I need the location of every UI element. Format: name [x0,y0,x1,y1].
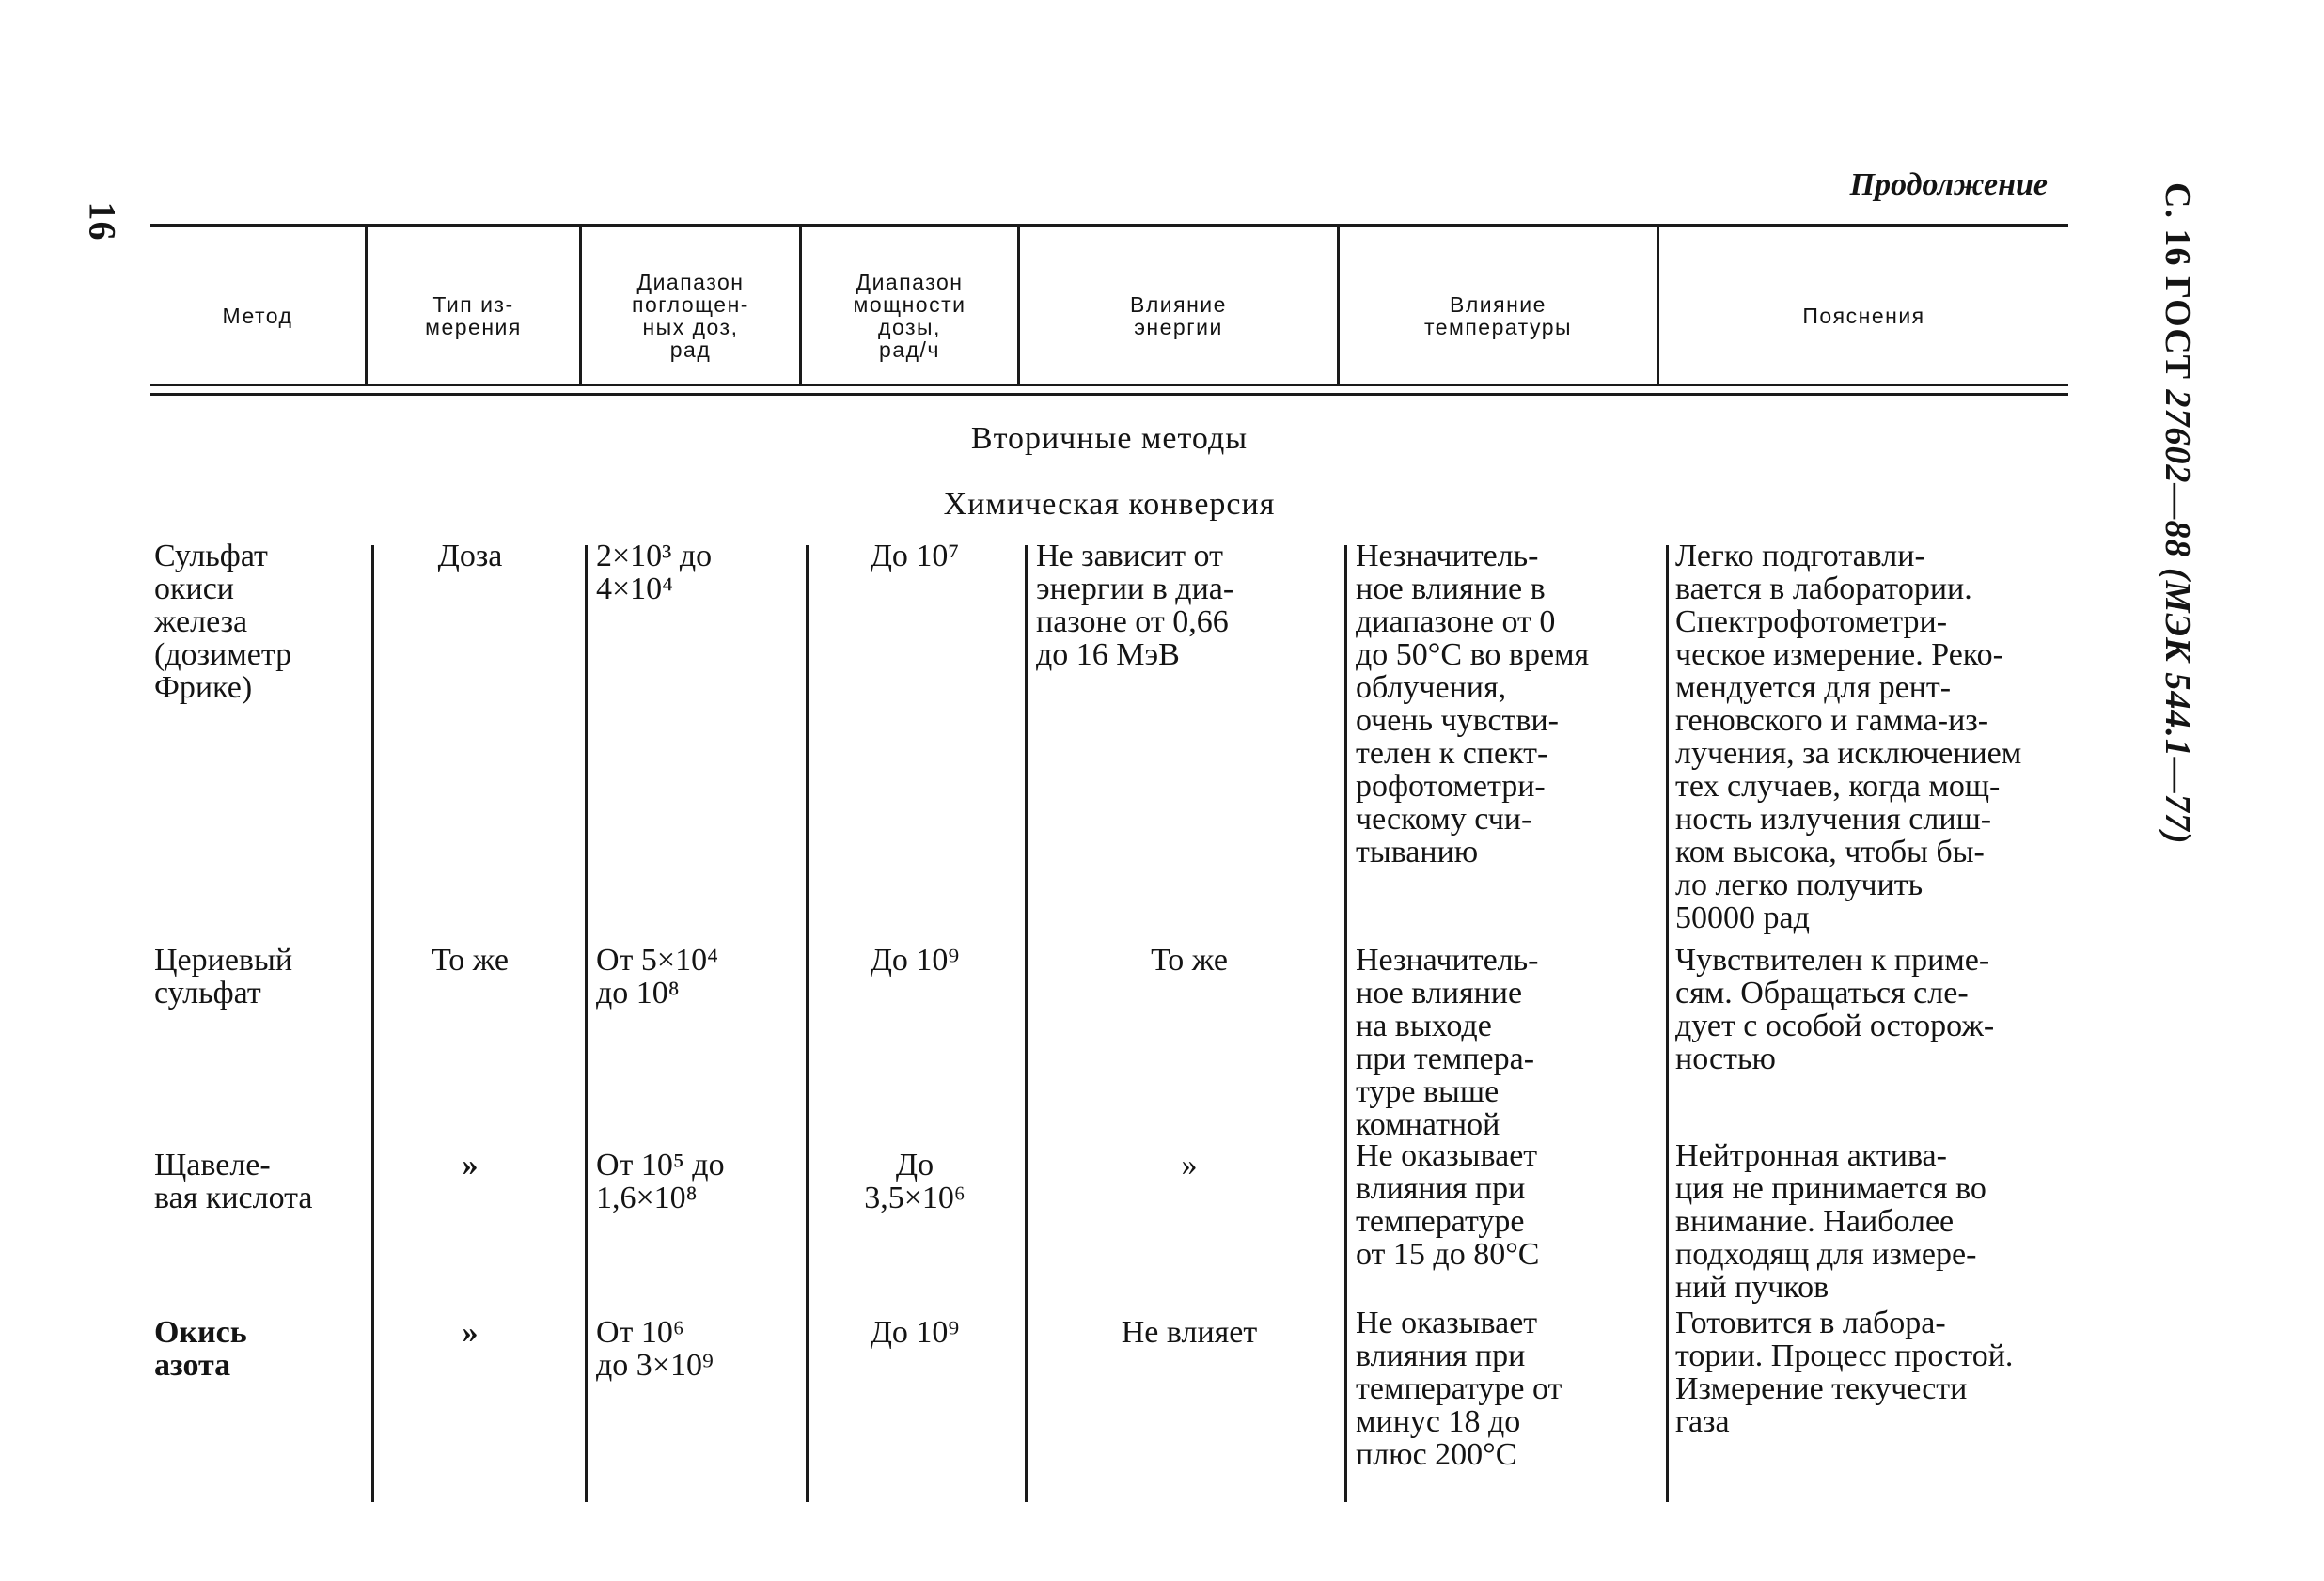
row-notes: Готовится в лабора- тории. Процесс простой. Измерение текучести газа [1675,1306,2014,1439]
header-dose-range: Диапазон поглощен- ных доз, рад [632,270,749,362]
row-rate-range: До 10⁷ [870,539,960,573]
row-dose-range: От 10⁶ до 3×10⁹ [596,1315,714,1383]
header-method: Метод [222,304,293,328]
body-divider [1666,545,1669,1502]
header-energy-effect: Влияние энергии [1130,292,1227,339]
row-method: Цериевый сульфат [154,943,293,1010]
row-type: » [462,1148,479,1182]
row-type: » [462,1315,479,1350]
section-title: Вторичные методы [970,421,1248,456]
header-temperature-effect: Влияние температуры [1423,292,1573,339]
header-notes: Пояснения [1802,304,1925,328]
row-notes: Легко подготавли- вается в лаборатории. Спектрофотометри- ческое измерение. Реко- мендуется для рент- геновского и гамма-из- лучения, за исключением тех случаев, когда мощ- ность излучения слиш- ком высока, чтобы бы- ло легко получить 50000 рад [1675,539,2022,935]
row-rate-range: До 10⁹ [870,943,960,978]
row-method: Окись азота [154,1315,247,1383]
row-notes: Нейтронная актива- ция не принимается во внимание. Наиболее подходящ для измере- ний пучков [1675,1138,1986,1305]
row-type: Доза [437,539,503,573]
row-energy: » [1181,1148,1198,1182]
row-temperature: Незначитель- ное влияние на выходе при темпера- туре выше комнатной [1356,943,1539,1142]
header-measurement-type: Тип из- мерения [425,292,522,339]
body-divider [806,545,809,1502]
row-dose-range: От 10⁵ до 1,6×10⁸ [596,1148,725,1215]
body-divider [371,545,374,1502]
running-header-prefix: С. 16 ГОСТ [2158,182,2197,380]
row-temperature: Не оказывает влияния при температуре от 15 до 80°С [1356,1138,1540,1272]
running-header-standard: 27602—88 (МЭК 544.1—77) [2158,389,2197,845]
table-top-rule [150,224,2068,227]
page-number: 16 [81,201,124,242]
dosimetry-methods-table [150,218,2068,1515]
row-dose-range: 2×10³ до 4×10⁴ [596,539,713,606]
row-energy: Не влияет [1121,1315,1258,1350]
row-method: Щавеле- вая кислота [154,1148,313,1215]
subsection-title: Химическая конверсия [943,487,1276,522]
row-rate-range: До 10⁹ [870,1315,960,1350]
running-header [2132,182,2198,897]
row-rate-range: До 3,5×10⁶ [864,1148,966,1215]
row-energy: То же [1151,943,1228,978]
row-notes: Чувствителен к приме- сям. Обращаться сле- дует с особой осторож- ностью [1675,943,1995,1076]
row-temperature: Не оказывает влияния при температуре от минус 18 до плюс 200°С [1356,1306,1562,1472]
continuation-label: Продолжение [1849,167,2048,202]
row-temperature: Незначитель- ное влияние в диапазоне от 0 до 50°С во время облучения, очень чувстви- телен к спект- рофотометри- ческому счи- тыванию [1356,539,1590,869]
row-energy: Не зависит от энергии в диа- пазоне от 0,66 до 16 МэВ [1036,539,1234,672]
row-method: Сульфат окиси железа (дозиметр Фрике) [154,539,292,705]
body-divider [1344,545,1347,1502]
header-dose-rate-range: Диапазон мощности дозы, рад/ч [853,270,966,362]
row-type: То же [432,943,509,978]
body-divider [585,545,588,1502]
body-divider [1025,545,1028,1502]
row-dose-range: От 5×10⁴ до 10⁸ [596,943,718,1010]
